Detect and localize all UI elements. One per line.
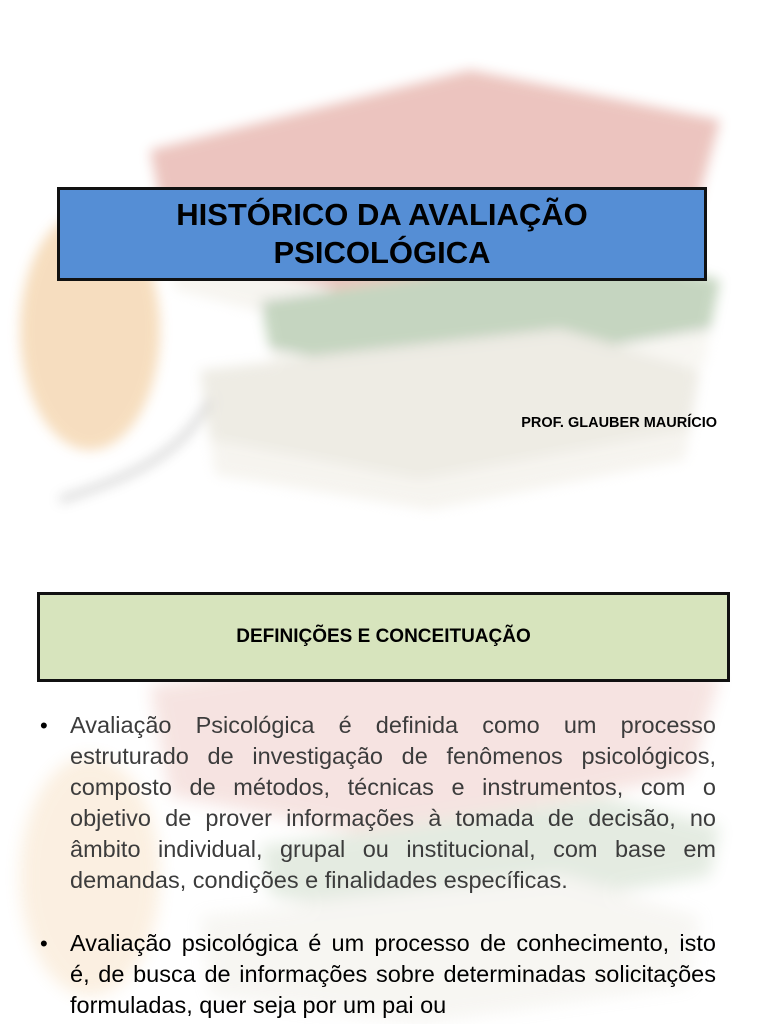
bullet-text: Avaliação psicológica é um processo de conhecimento, isto é, de busca de informações sobre determinadas solicitações formuladas, quer seja por um pai ou bbox=[70, 930, 716, 1018]
bullet-icon: • bbox=[40, 931, 48, 956]
slide-definitions bbox=[0, 576, 768, 1024]
list-item bbox=[40, 928, 716, 1021]
section-heading-box bbox=[37, 592, 730, 682]
bullet-list bbox=[40, 710, 716, 1024]
section-heading: DEFINIÇÕES E CONCEITUAÇÃO bbox=[236, 626, 531, 647]
list-item bbox=[40, 710, 716, 896]
bullet-icon: • bbox=[40, 713, 48, 738]
slide-title-text: HISTÓRICO DA AVALIAÇÃO PSICOLÓGICA bbox=[176, 197, 588, 270]
bullet-text: Avaliação Psicológica é definida como um processo estruturado de investigação de fenômenos psicológicos, composto de métodos, técnicas e instrumentos, com o objetivo de prover informações à tomada de decisão, no âmbito individual, grupal ou institucional, com base em demandas, condições e finalidades específicas. bbox=[70, 712, 716, 893]
title-box bbox=[57, 187, 707, 281]
author-name: PROF. GLAUBER MAURÍCIO bbox=[521, 415, 717, 431]
